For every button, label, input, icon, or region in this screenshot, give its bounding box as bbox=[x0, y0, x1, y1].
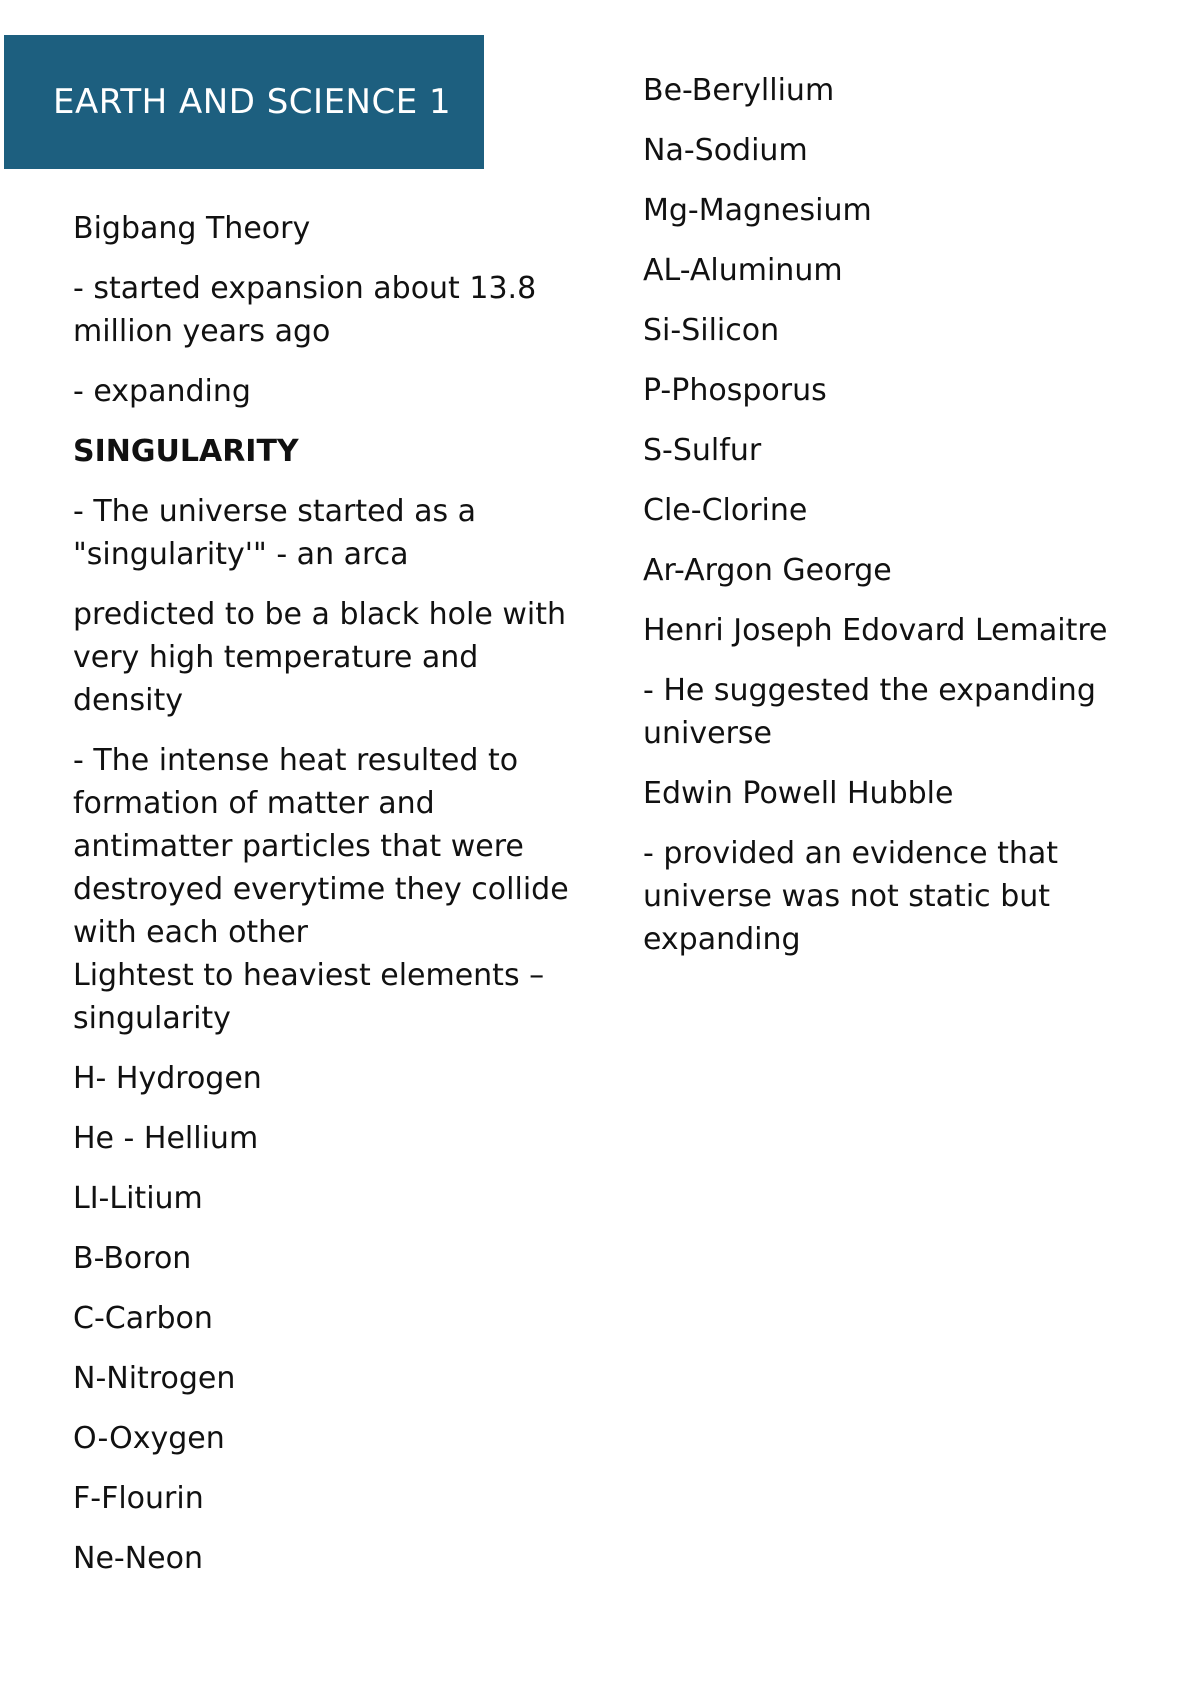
element-item: AL-Aluminum bbox=[643, 253, 843, 288]
left-column bbox=[73, 207, 573, 1597]
right-column bbox=[643, 69, 1163, 978]
element-item: S-Sulfur bbox=[643, 433, 762, 468]
element-item: P-Phosporus bbox=[643, 373, 827, 408]
scientist-lemaitre-name: Henri Joseph Edovard Lemaitre bbox=[643, 613, 1108, 648]
element-item: Ar-Argon George bbox=[643, 553, 892, 588]
elements-intro: Lightest to heaviest elements – singularity bbox=[73, 958, 545, 1036]
bigbang-point-2: - expanding bbox=[73, 374, 251, 409]
singularity-point-1: - The universe started as a "singularity'" - an arca bbox=[73, 494, 477, 572]
element-item: N-Nitrogen bbox=[73, 1361, 236, 1396]
element-item: C-Carbon bbox=[73, 1301, 213, 1336]
bigbang-point-1: - started expansion about 13.8 million years ago bbox=[73, 271, 537, 349]
page-title: EARTH AND SCIENCE 1 bbox=[53, 82, 452, 122]
singularity-point-2: predicted to be a black hole with very high temperature and density bbox=[73, 597, 566, 718]
bigbang-heading: Bigbang Theory bbox=[73, 211, 311, 246]
scientist-hubble-note: - provided an evidence that universe was not static but expanding bbox=[643, 836, 1059, 957]
element-item: Mg-Magnesium bbox=[643, 193, 872, 228]
element-item: H- Hydrogen bbox=[73, 1061, 262, 1096]
scientist-hubble-name: Edwin Powell Hubble bbox=[643, 776, 954, 811]
element-item: Na-Sodium bbox=[643, 133, 808, 168]
title-banner bbox=[4, 35, 484, 169]
element-item: Be-Beryllium bbox=[643, 73, 835, 108]
element-item: Ne-Neon bbox=[73, 1541, 203, 1576]
element-item: O-Oxygen bbox=[73, 1421, 225, 1456]
element-item: F-Flourin bbox=[73, 1481, 204, 1516]
scientist-lemaitre-note: - He suggested the expanding universe bbox=[643, 673, 1096, 751]
element-item: Si-Silicon bbox=[643, 313, 780, 348]
element-item: He - Hellium bbox=[73, 1121, 259, 1156]
element-item: LI-Litium bbox=[73, 1181, 203, 1216]
element-item: Cle-Clorine bbox=[643, 493, 808, 528]
element-item: B-Boron bbox=[73, 1241, 192, 1276]
singularity-point-3: - The intense heat resulted to formation of matter and antimatter particles that were destroyed everytime they collide with each other bbox=[73, 743, 569, 950]
singularity-heading: SINGULARITY bbox=[73, 434, 299, 469]
